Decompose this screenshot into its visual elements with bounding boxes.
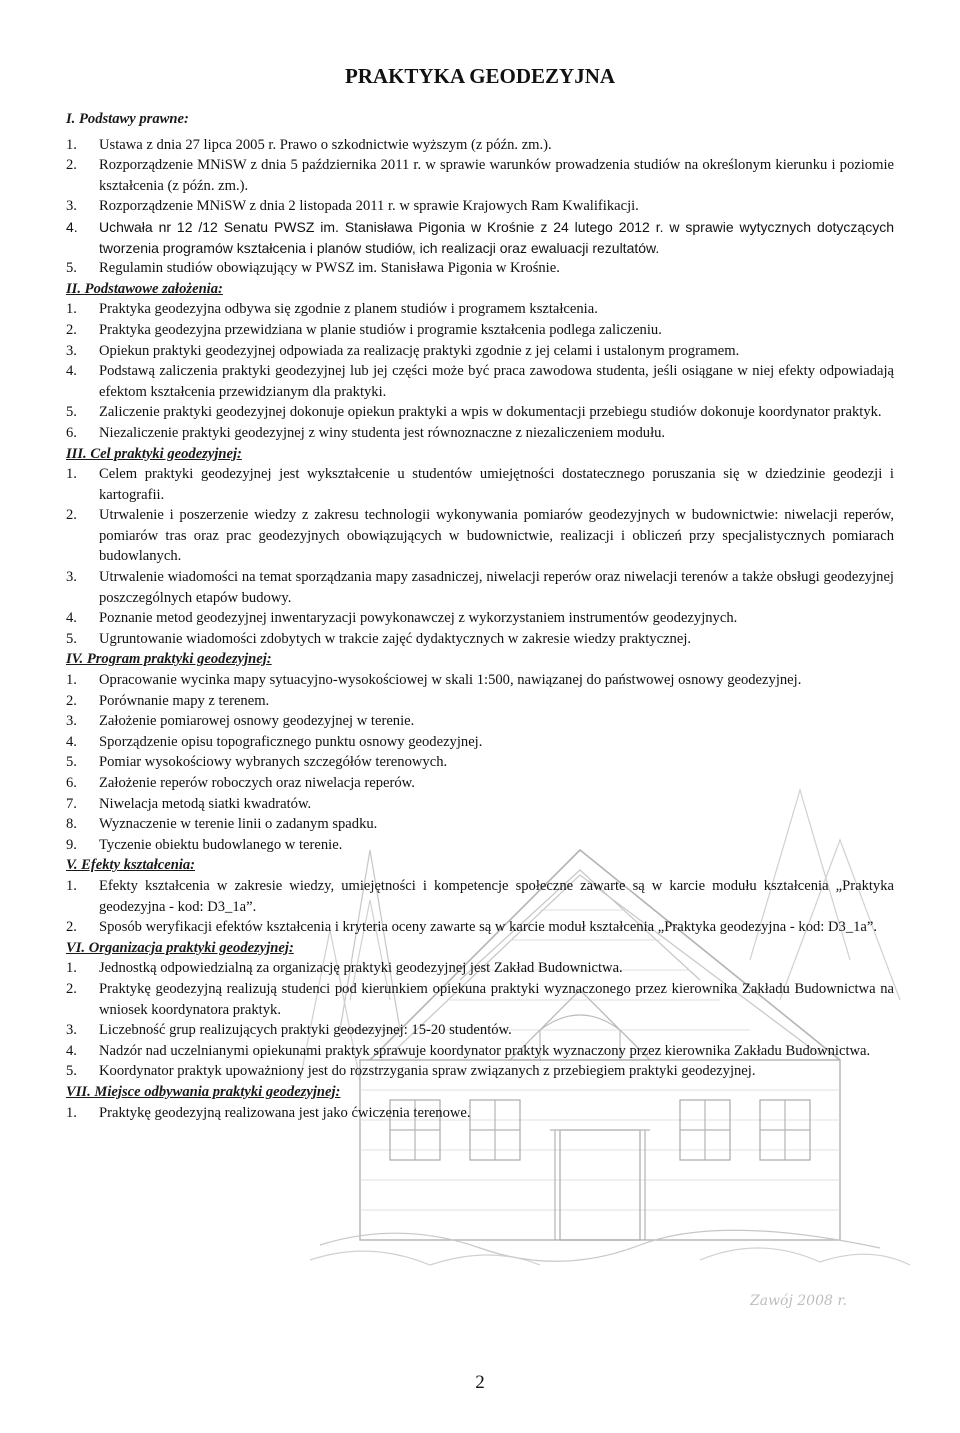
item-number: 1. (66, 960, 77, 977)
list-item (66, 917, 894, 938)
item-text: Porównanie mapy z terenem. (99, 692, 270, 709)
list-item (66, 629, 894, 650)
item-text: Praktyka geodezyjna odbywa się zgodnie z planem studiów i programem kształcenia. (99, 301, 598, 318)
section-list (66, 876, 894, 938)
item-text: Praktykę geodezyjną realizują studenci pod kierunkiem opiekuna praktyki wyznaczonego przez kierownika Zakładu Budownictwa na wniosek koordynatora praktyk. (99, 980, 894, 1018)
item-number: 5. (66, 630, 77, 647)
section-program-praktyki (66, 649, 894, 855)
list-item (66, 958, 894, 979)
item-text: Niezaliczenie praktyki geodezyjnej z winy studenta jest równoznaczne z niezaliczeniem modułu. (99, 424, 666, 441)
item-text: Podstawą zaliczenia praktyki geodezyjnej lub jej części może być praca zawodowa studenta, jeśli osiągane w niej efekty odpowiadają efektom kształcenia przewidzianym dla praktyki. (99, 363, 894, 400)
list-item (66, 979, 894, 1020)
item-text: Uchwała nr 12 /12 Senatu PWSZ im. Stanisława Pigonia w Krośnie z 24 lutego 2012 r. w sprawie wytycznych dotyczących tworzenia programów kształcenia i planów studiów, ich realizacji oraz ewaluacji rezultatów. (99, 218, 894, 256)
item-text: Pomiar wysokościowy wybranych szczegółów terenowych. (99, 754, 448, 771)
item-text: Celem praktyki geodezyjnej jest wykształcenie u studentów umiejętności dostatecznego poruszania się w dziedzinie geodezji i kartografii. (99, 466, 894, 503)
item-text: Nadzór nad uczelnianymi opiekunami praktyk sprawuje koordynator praktyk wyznaczony przez kierownika Zakładu Budownictwa. (99, 1042, 871, 1059)
item-text: Utrwalenie i poszerzenie wiedzy z zakresu technologii wykonywania pomiarów geodezyjnych w budownictwie: niwelacji reperów, pomiarów tras oraz prac geodezyjnych obowiązujących w budownictwie, realizacji i obliczeń przy specjalistycznych pomiarach budowlanych. (99, 507, 894, 565)
list-item (66, 1103, 894, 1124)
item-number: 2. (66, 321, 77, 338)
item-number: 6. (66, 424, 77, 441)
item-number: 4. (66, 218, 78, 235)
list-item (66, 299, 894, 320)
section-heading: VII. Miejsce odbywania praktyki geodezyjnej: (66, 1083, 341, 1100)
list-item (66, 670, 894, 691)
item-number: 2. (66, 157, 77, 174)
item-number: 3. (66, 569, 77, 586)
section-miejsce-odbywania (66, 1082, 894, 1123)
list-item (66, 402, 894, 423)
item-text: Tyczenie obiektu budowlanego w terenie. (99, 836, 343, 853)
item-text: Regulamin studiów obowiązujący w PWSZ im. Stanisława Pigonia w Krośnie. (99, 260, 560, 277)
list-item (66, 608, 894, 629)
list-item (66, 320, 894, 341)
section-organizacja-praktyki (66, 938, 894, 1082)
item-text: Koordynator praktyk upoważniony jest do rozstrzygania spraw związanych z przebiegiem praktyki geodezyjnej. (99, 1063, 756, 1080)
section-list (66, 464, 894, 649)
item-number: 1. (66, 136, 77, 153)
item-number: 1. (66, 672, 77, 689)
document-title: PRAKTYKA GEODEZYJNA (344, 64, 616, 88)
list-item (66, 835, 894, 856)
item-number: 1. (66, 877, 77, 894)
item-number: 3. (66, 713, 77, 730)
item-number: 3. (66, 1022, 77, 1039)
section-efekty-ksztalcenia (66, 855, 894, 937)
section-podstawy-prawne (66, 109, 894, 279)
item-text: Liczebność grup realizujących praktyki geodezyjnej: 15-20 studentów. (99, 1022, 512, 1039)
list-item (66, 814, 894, 835)
item-text: Opracowanie wycinka mapy sytuacyjno-wysokościowej w skali 1:500, nawiązanej do państwowej osnowy geodezyjnej. (99, 672, 802, 689)
list-item (66, 217, 894, 258)
section-list (66, 135, 894, 279)
item-number: 1. (66, 301, 77, 318)
section-heading: I. Podstawy prawne: (66, 111, 189, 127)
item-number: 5. (66, 404, 77, 421)
section-heading: III. Cel praktyki geodezyjnej: (66, 445, 242, 462)
section-heading: V. Efekty kształcenia: (66, 857, 196, 874)
item-number: 4. (66, 363, 77, 380)
item-number: 4. (66, 733, 77, 750)
section-heading: IV. Program praktyki geodezyjnej: (66, 651, 272, 668)
item-text: Wyznaczenie w terenie linii o zadanym spadku. (99, 816, 378, 833)
item-text: Ugruntowanie wiadomości zdobytych w trakcie zajęć dydaktycznych w zakresie wiedzy praktycznej. (99, 630, 692, 647)
list-item (66, 505, 894, 567)
item-number: 1. (66, 1104, 77, 1121)
item-number: 1. (66, 466, 77, 483)
list-item (66, 876, 894, 917)
item-text: Poznanie metod geodezyjnej inwentaryzacji powykonawczej z wykorzystaniem instrumentów geodezyjnych. (99, 610, 738, 627)
item-text: Rozporządzenie MNiSW z dnia 5 października 2011 r. w sprawie warunków prowadzenia studiów na określonym kierunku i poziomie kształcenia (z późn. zm.). (99, 157, 894, 194)
item-number: 4. (66, 610, 77, 627)
item-number: 2. (66, 919, 77, 936)
list-item (66, 135, 894, 156)
item-number: 3. (66, 198, 77, 215)
list-item (66, 773, 894, 794)
item-text: Utrwalenie wiadomości na temat sporządzania mapy zasadniczej, niwelacji reperów oraz niwelacji terenów a także obsługi geodezyjnej poszczególnych etapów budowy. (99, 569, 894, 606)
item-text: Założenie pomiarowej osnowy geodezyjnej w terenie. (99, 713, 415, 730)
list-item (66, 464, 894, 505)
list-item (66, 1061, 894, 1082)
item-text: Praktyka geodezyjna przewidziana w planie studiów i programie kształcenia podlega zaliczeniu. (99, 321, 662, 338)
item-number: 8. (66, 816, 77, 833)
item-number: 5. (66, 754, 77, 771)
list-item (66, 794, 894, 815)
list-item (66, 732, 894, 753)
list-item (66, 196, 894, 217)
page-number: 2 (475, 1372, 485, 1393)
section-podstawowe-zalozenia (66, 279, 894, 444)
item-text: Praktykę geodezyjną realizowana jest jako ćwiczenia terenowe. (99, 1104, 471, 1121)
list-item (66, 691, 894, 712)
list-item (66, 711, 894, 732)
list-item (66, 752, 894, 773)
item-text: Ustawa z dnia 27 lipca 2005 r. Prawo o szkodnictwie wyższym (z późn. zm.). (99, 136, 552, 153)
item-text: Sporządzenie opisu topograficznego punktu osnowy geodezyjnej. (99, 733, 483, 750)
list-item (66, 361, 894, 402)
item-number: 2. (66, 507, 77, 524)
list-item (66, 1020, 894, 1041)
list-item (66, 423, 894, 444)
item-text: Zaliczenie praktyki geodezyjnej dokonuje opiekun praktyki a wpis w dokumentacji przebiegu studiów dokonuje koordynator praktyk. (99, 404, 882, 421)
document-page (66, 62, 894, 1123)
item-number: 7. (66, 795, 77, 812)
section-cel-praktyki (66, 444, 894, 650)
section-list (66, 1103, 894, 1124)
item-number: 4. (66, 1042, 77, 1059)
item-number: 5. (66, 260, 77, 277)
item-text: Założenie reperów roboczych oraz niwelacja reperów. (99, 775, 415, 791)
section-list (66, 958, 894, 1082)
item-number: 2. (66, 980, 77, 997)
section-list (66, 299, 894, 443)
item-text: Sposób weryfikacji efektów kształcenia i kryteria oceny zawarte są w karcie moduł kształcenia „Praktyka geodezyjna - kod: D3_1a”. (99, 919, 878, 936)
section-list (66, 670, 894, 855)
item-text: Rozporządzenie MNiSW z dnia 2 listopada 2011 r. w sprawie Krajowych Ram Kwalifikacji. (99, 198, 639, 215)
item-text: Efekty kształcenia w zakresie wiedzy, umiejętności i kompetencje społeczne zawarte są w karcie modułu kształcenia „Praktyka geodezyjna - kod: D3_1a”. (99, 877, 894, 915)
section-heading: II. Podstawowe założenia: (66, 280, 223, 297)
item-number: 3. (66, 342, 77, 359)
list-item (66, 155, 894, 196)
item-number: 5. (66, 1063, 77, 1080)
list-item (66, 341, 894, 362)
item-number: 2. (66, 692, 77, 709)
list-item (66, 567, 894, 608)
list-item (66, 1041, 894, 1062)
item-text: Opiekun praktyki geodezyjnej odpowiada za realizację praktyki zgodnie z jej celami i ustalonym programem. (99, 342, 740, 359)
section-heading: VI. Organizacja praktyki geodezyjnej: (66, 939, 294, 956)
item-number: 9. (66, 836, 77, 853)
item-text: Niwelacja metodą siatki kwadratów. (99, 795, 312, 812)
item-number: 6. (66, 775, 77, 791)
sketch-signature: Zawój 2008 r. (750, 1293, 847, 1309)
item-text: Jednostką odpowiedzialną za organizację praktyki geodezyjnej jest Zakład Budownictwa. (99, 960, 623, 977)
list-item (66, 258, 894, 279)
